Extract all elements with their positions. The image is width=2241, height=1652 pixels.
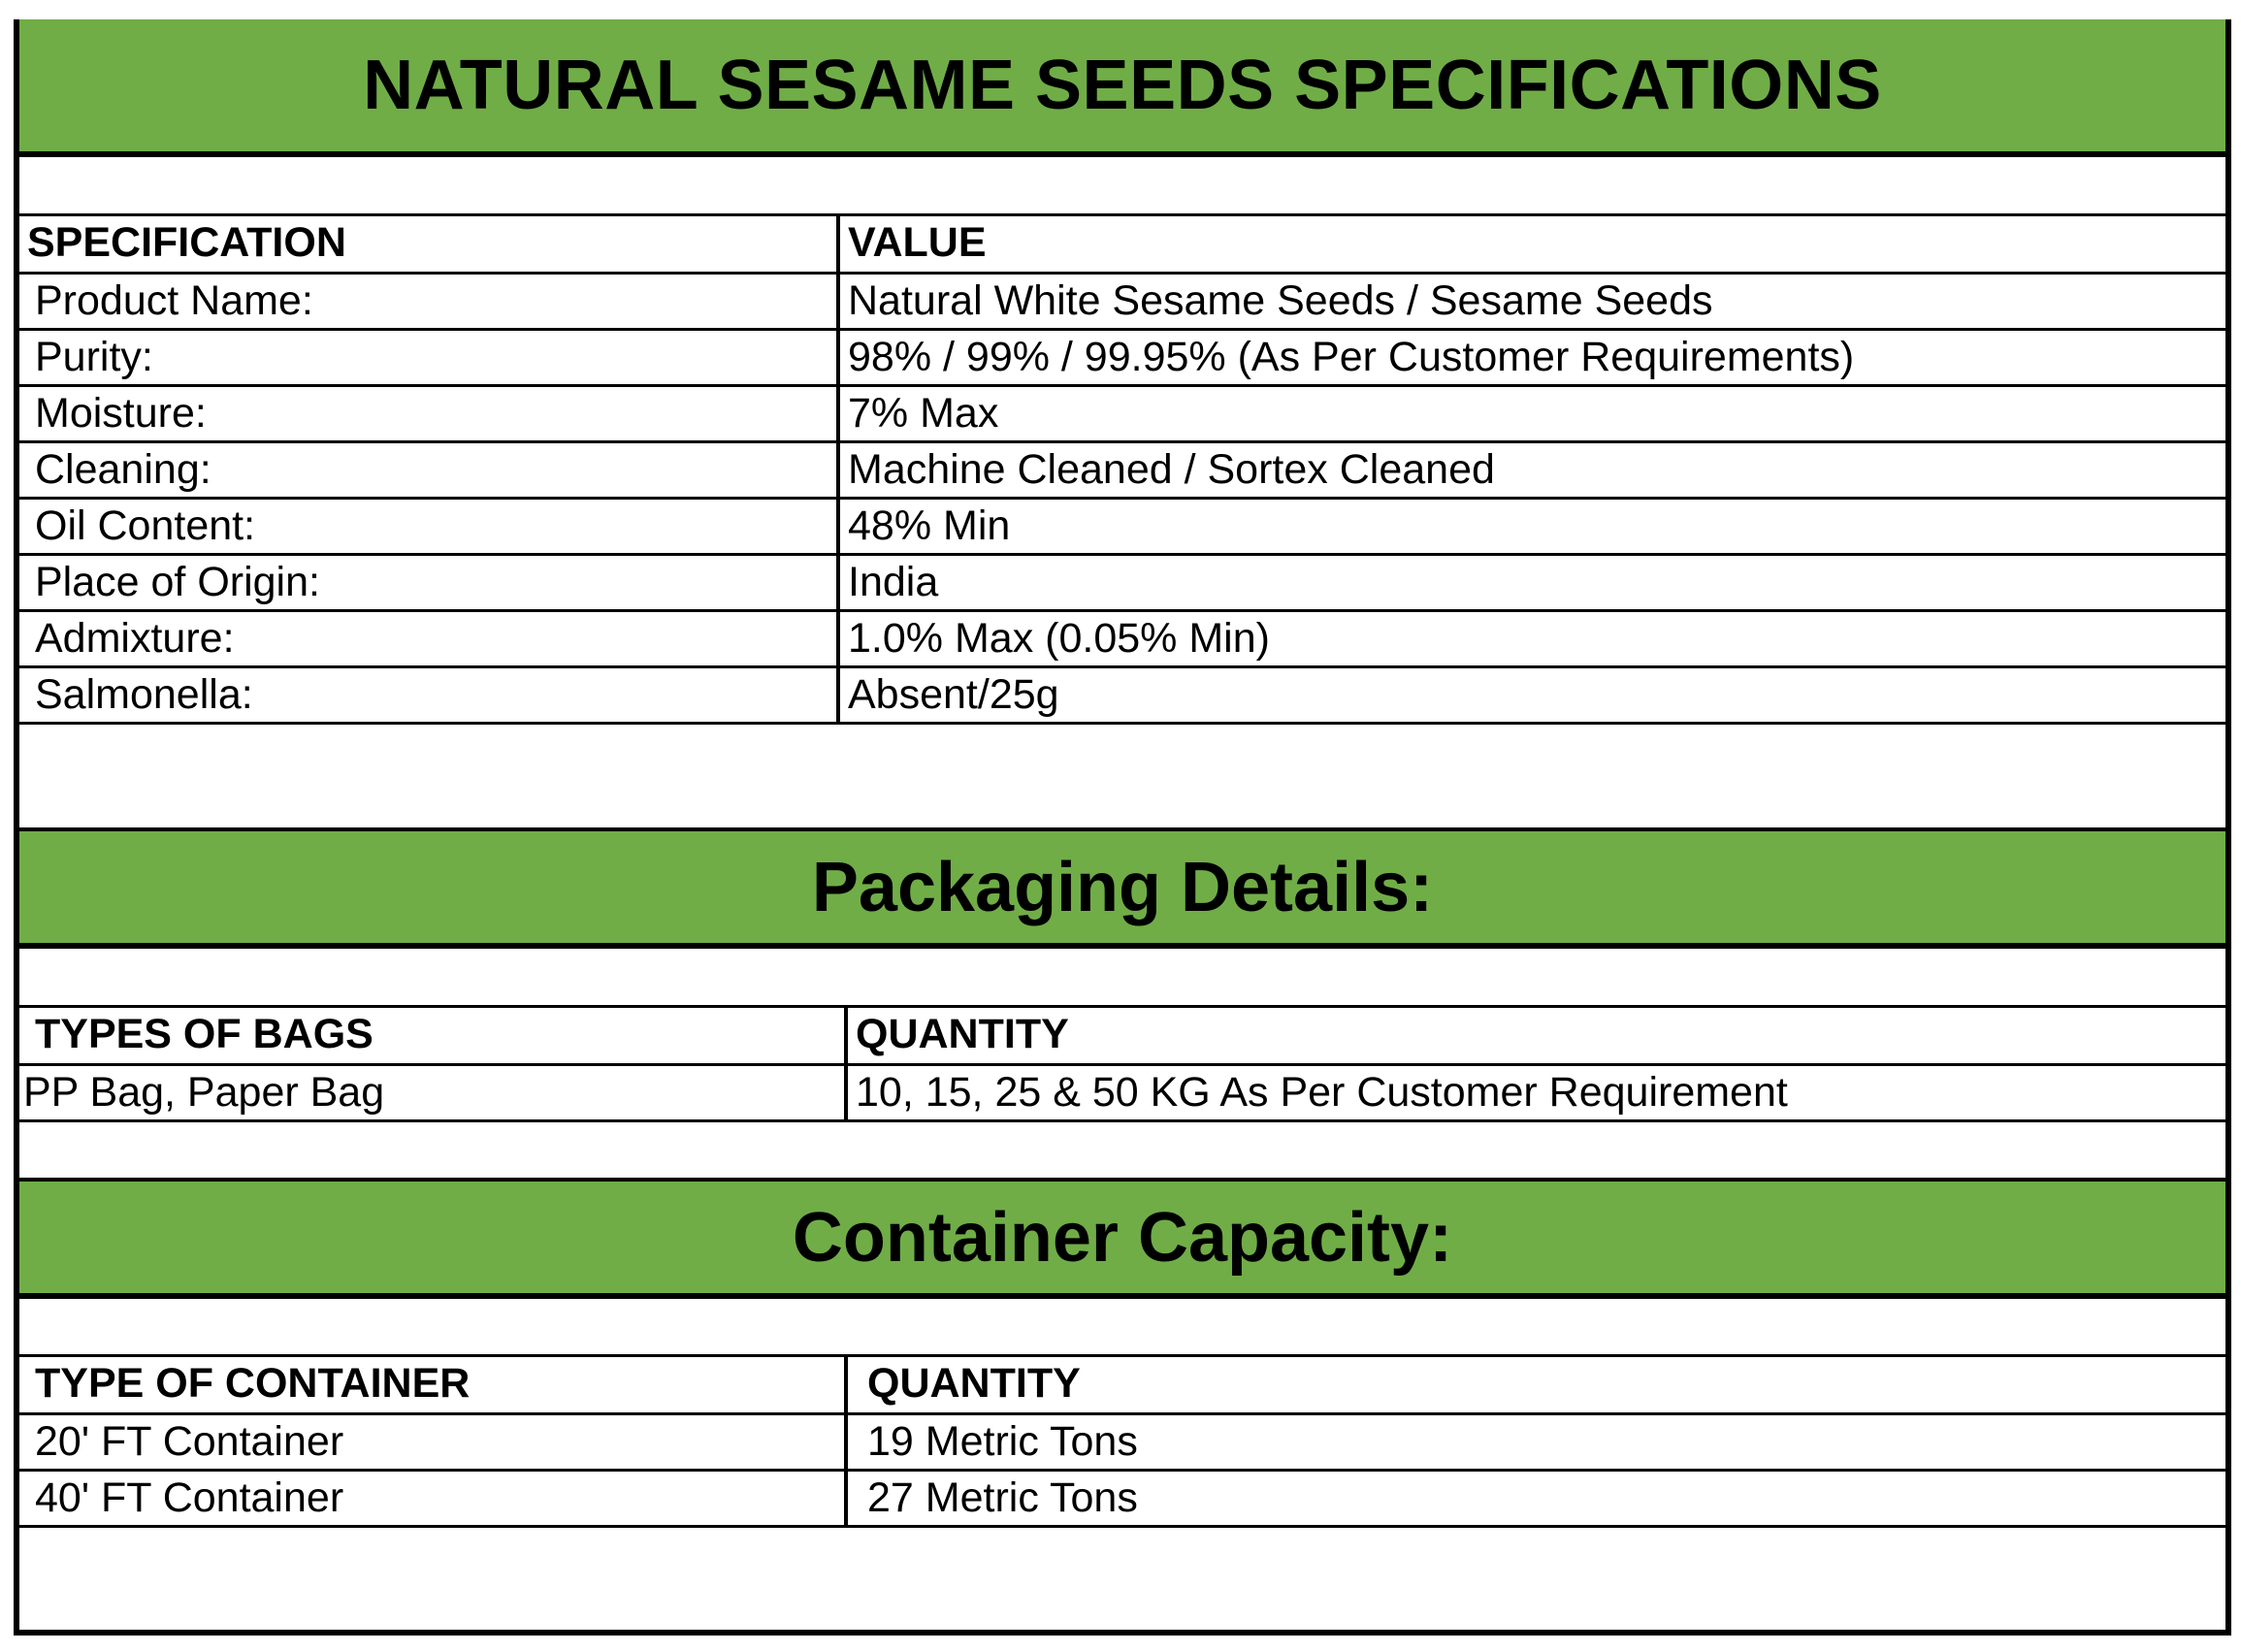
spec-label: Moisture: xyxy=(19,386,838,442)
spec-table xyxy=(19,213,2225,725)
container-header-quantity: QUANTITY xyxy=(846,1354,2225,1414)
container-header-type: TYPE OF CONTAINER xyxy=(19,1354,846,1414)
sheet-title: NATURAL SESAME SEEDS SPECIFICATIONS xyxy=(19,19,2225,157)
spec-header-value: VALUE xyxy=(838,213,2225,274)
spec-label: Admixture: xyxy=(19,611,838,667)
bag-quantity: 10, 15, 25 & 50 KG As Per Customer Requirement xyxy=(846,1065,2225,1121)
spec-value: Absent/25g xyxy=(838,667,2225,724)
spec-row xyxy=(19,386,2225,442)
spec-label: Product Name: xyxy=(19,274,838,330)
container-type: 40' FT Container xyxy=(19,1471,846,1527)
spec-label: Cleaning: xyxy=(19,442,838,499)
spec-row xyxy=(19,499,2225,555)
packaging-header-quantity: QUANTITY xyxy=(846,1005,2225,1065)
spec-row xyxy=(19,274,2225,330)
spec-label: Salmonella: xyxy=(19,667,838,724)
spec-value: India xyxy=(838,555,2225,611)
spec-value: 98% / 99% / 99.95% (As Per Customer Requirements) xyxy=(838,330,2225,386)
container-type: 20' FT Container xyxy=(19,1414,846,1471)
spec-value: 48% Min xyxy=(838,499,2225,555)
spec-row xyxy=(19,442,2225,499)
packaging-table xyxy=(19,1005,2225,1122)
container-table xyxy=(19,1354,2225,1528)
spec-header-row xyxy=(19,213,2225,274)
container-header-row xyxy=(19,1354,2225,1414)
spec-row xyxy=(19,611,2225,667)
packaging-header-row xyxy=(19,1005,2225,1065)
spec-header-specification: SPECIFICATION xyxy=(19,213,838,274)
spec-label: Oil Content: xyxy=(19,499,838,555)
spec-label: Place of Origin: xyxy=(19,555,838,611)
packaging-header-bags: TYPES OF BAGS xyxy=(19,1005,846,1065)
spec-value: Machine Cleaned / Sortex Cleaned xyxy=(838,442,2225,499)
spec-row xyxy=(19,330,2225,386)
spec-sheet xyxy=(14,19,2231,1636)
spec-row xyxy=(19,667,2225,724)
spec-row xyxy=(19,555,2225,611)
container-heading: Container Capacity: xyxy=(19,1178,2225,1299)
packaging-row xyxy=(19,1065,2225,1121)
container-row xyxy=(19,1414,2225,1471)
spec-value: 1.0% Max (0.05% Min) xyxy=(838,611,2225,667)
container-quantity: 19 Metric Tons xyxy=(846,1414,2225,1471)
spec-value: 7% Max xyxy=(838,386,2225,442)
container-quantity: 27 Metric Tons xyxy=(846,1471,2225,1527)
spec-label: Purity: xyxy=(19,330,838,386)
container-row xyxy=(19,1471,2225,1527)
spec-value: Natural White Sesame Seeds / Sesame Seeds xyxy=(838,274,2225,330)
packaging-heading: Packaging Details: xyxy=(19,827,2225,949)
bag-type: PP Bag, Paper Bag xyxy=(19,1065,846,1121)
